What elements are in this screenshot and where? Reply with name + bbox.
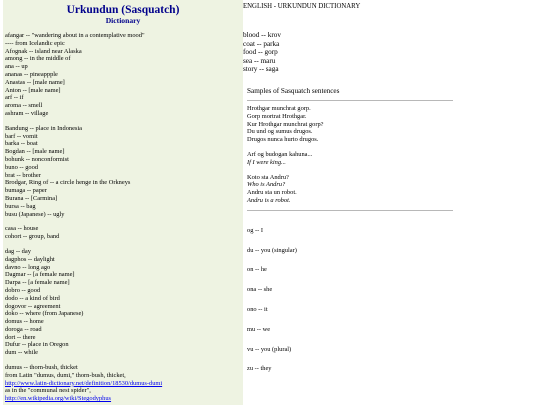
list-item: davno -- long ago bbox=[5, 263, 51, 271]
list-item: Bogdan -- [male name] bbox=[5, 148, 65, 156]
wikipedia-link[interactable]: http://en.wikipedia.org/wiki/Stegodyphus bbox=[5, 395, 112, 403]
pronoun-item: og -- I bbox=[247, 226, 263, 234]
sample-group-2 bbox=[247, 151, 453, 167]
pronoun-list bbox=[247, 227, 453, 373]
list-item: Dagmar -- [a female name] bbox=[5, 271, 75, 279]
sample-translation: Andru is a robot. bbox=[247, 196, 291, 204]
pronoun-item: ona -- she bbox=[247, 286, 273, 294]
sample-sentence: Andru sta un robot. bbox=[247, 189, 297, 197]
list-item: Burana -- [Carmina] bbox=[5, 194, 58, 202]
sample-sentence: Hrothgar munchrat gorp. bbox=[247, 104, 311, 112]
list-item: dogovor -- agreement bbox=[5, 302, 61, 310]
list-item: ana -- up bbox=[5, 63, 28, 71]
dictionary-panel bbox=[3, 0, 243, 405]
list-item: dagphos -- daylight bbox=[5, 255, 55, 263]
group-b bbox=[5, 125, 243, 219]
sample-translation: Who is Andru? bbox=[247, 181, 286, 189]
list-item: brat -- brother bbox=[5, 171, 41, 179]
sample-sentence: Drugos nunca hurto drugos. bbox=[247, 136, 319, 144]
list-item: dort -- there bbox=[5, 333, 36, 341]
english-word-item: food -- gorp bbox=[243, 48, 278, 57]
pronoun-item: vu -- you (plural) bbox=[247, 345, 292, 353]
list-item: Darpa -- [a female name] bbox=[5, 279, 70, 287]
english-dictionary-title: ENGLISH - URKUNDUN DICTIONARY bbox=[243, 3, 361, 10]
list-item: among -- in the middle of bbox=[5, 55, 71, 63]
list-item: doko -- where (from Japanese) bbox=[5, 310, 84, 318]
list-item: dumus -- thorn-bush, thicket bbox=[5, 364, 78, 372]
pronoun-item: du -- you (singular) bbox=[247, 246, 297, 254]
latin-dictionary-link[interactable]: http://www.latin-dictionary.net/definition/18530/dumus-dumi bbox=[5, 379, 163, 387]
list-item: busu (Japanese) -- ugly bbox=[5, 210, 65, 218]
list-item: bumaga -- paper bbox=[5, 187, 47, 195]
english-word-item: blood -- krov bbox=[243, 31, 281, 39]
pronoun-item: mu -- we bbox=[247, 325, 271, 333]
pronoun-item: on -- he bbox=[247, 266, 267, 274]
list-item: aroma -- smell bbox=[5, 102, 43, 110]
list-item: afangar -- "wandering about in a contemplative mood" bbox=[5, 32, 145, 39]
list-item: Dufur -- place in Oregon bbox=[5, 341, 69, 349]
list-item: from Latin "dumus, dumi," thorn-bush, thicket, bbox=[5, 371, 126, 379]
pronoun-item: ono -- it bbox=[247, 305, 268, 313]
divider bbox=[247, 100, 453, 101]
group-a bbox=[5, 32, 243, 118]
list-item: ananas -- pineappple bbox=[5, 70, 58, 78]
page-title: Urkundun (Sasquatch) bbox=[66, 4, 180, 16]
list-item: dobro -- good bbox=[5, 286, 41, 294]
list-item: dag -- day bbox=[5, 247, 31, 255]
divider bbox=[247, 210, 453, 211]
samples-title: Samples of Sasquatch sentences bbox=[247, 86, 340, 95]
sample-sentence: Kur Hrothgar munchrat gorp? bbox=[247, 120, 324, 128]
english-dictionary-panel bbox=[243, 0, 540, 405]
list-item: Bandung -- place in Indonesia bbox=[5, 124, 83, 132]
list-item: Brodgar, Ring of -- a circle henge in the Orkneys bbox=[5, 179, 131, 187]
dictionary-list bbox=[3, 32, 243, 403]
group-e bbox=[5, 364, 243, 403]
sample-sentence: Du und og sumus drugos. bbox=[247, 128, 313, 136]
list-item: doroga -- road bbox=[5, 325, 42, 333]
list-item: barf -- vomit bbox=[5, 132, 38, 140]
list-item: Anastas -- [male name] bbox=[5, 78, 65, 86]
page-subtitle: Dictionary bbox=[105, 16, 141, 25]
list-item: dodo -- a kind of bird bbox=[5, 294, 60, 302]
list-item: Anton -- [male name] bbox=[5, 86, 61, 94]
list-item: casa -- house bbox=[5, 225, 39, 233]
samples-section bbox=[247, 87, 453, 373]
sample-group-3 bbox=[247, 174, 453, 205]
list-item: cohort -- group, band bbox=[5, 233, 60, 241]
group-d bbox=[5, 248, 243, 357]
list-item: Afognak -- island near Alaska bbox=[5, 47, 82, 55]
list-item: domus -- home bbox=[5, 318, 44, 326]
list-item: ashram -- village bbox=[5, 109, 49, 117]
list-item: barka -- boat bbox=[5, 140, 38, 148]
group-c bbox=[5, 225, 243, 241]
list-item: bursa -- bag bbox=[5, 202, 36, 210]
list-item: buno -- good bbox=[5, 163, 39, 171]
sample-group-1 bbox=[247, 105, 453, 144]
english-word-item: sea -- maru bbox=[243, 56, 276, 65]
list-item: ---- from Icelandic epic bbox=[5, 39, 65, 47]
sample-sentence: Koto sta Andru? bbox=[247, 173, 289, 181]
sample-sentence: Gorp mortrat Hrothgar. bbox=[247, 112, 307, 120]
list-item: bohunk -- nonconformist bbox=[5, 155, 69, 163]
sample-sentence: Arf og budogan kahuna... bbox=[247, 150, 313, 158]
english-word-item: story -- saga bbox=[243, 65, 279, 74]
english-word-item: coat -- parka bbox=[243, 39, 280, 48]
pronoun-item: zu -- they bbox=[247, 365, 272, 373]
list-item: arf -- if bbox=[5, 94, 24, 102]
sample-translation: If I were king... bbox=[247, 158, 286, 166]
english-word-list bbox=[243, 31, 540, 74]
list-item: dum -- while bbox=[5, 349, 39, 357]
list-item: as in the "communal nest spider", bbox=[5, 387, 91, 395]
